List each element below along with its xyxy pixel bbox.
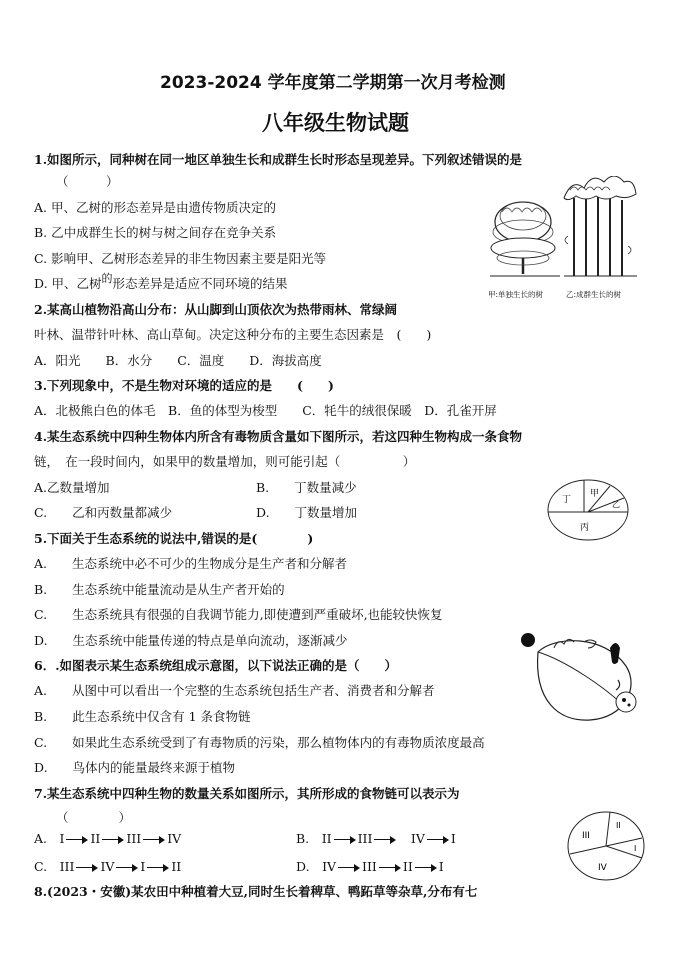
q4-stem-line1: 4.某生态系统中四种生物体内所含有毒物质含量如下图所示，若这四种生物构成一条食物: [34, 429, 523, 444]
q1-stem: 1.如图所示，同种树在同一地区单独生长和成群生长时形态呈现差异。下列叙述错误的是: [34, 152, 523, 167]
exam-subtitle: 八年级生物试题: [262, 111, 409, 135]
q6-option-b: B. 此生态系统中仅含有 1 条食物链: [34, 709, 251, 724]
q4-pie-label-bing: 丙: [580, 523, 590, 533]
q4-pie-chart: [540, 474, 636, 546]
q5-option-b: B. 生态系统中能量流动是从生产者开始的: [34, 582, 285, 597]
q7-pie-label-i: I: [634, 844, 637, 853]
q5-stem: 5.下面关于生态系统的说法中,错误的是( ): [34, 531, 314, 546]
arrow-icon: [143, 836, 165, 844]
arrow-icon: [147, 864, 169, 872]
q7-pie-label-iv: IV: [598, 863, 607, 873]
q2-stem-line2: 叶林、温带针叶林、高山草甸。决定这种分布的主要生态因素是 ( ): [34, 327, 432, 342]
q5-option-c: C. 生态系统具有很强的自我调节能力,即使遭到严重破坏,也能较快恢复: [34, 607, 443, 622]
q6-option-c: C. 如果此生态系统受到了有毒物质的污染，那么植物体内的有毒物质浓度最高: [34, 735, 485, 750]
q1-fig-label-solitary: 甲:单独生长的树: [488, 290, 544, 299]
q2-stem-line1: 2.某高山植物沿高山分布：从山脚到山顶依次为热带雨林、常绿阔: [34, 302, 398, 317]
q6-option-d: D. 鸟体内的能量最终来源于植物: [34, 760, 236, 775]
q1-fig-label-grouped: 乙:成群生长的树: [566, 290, 622, 299]
arrow-icon: [427, 836, 449, 844]
exam-title: 2023-2024 学年度第二学期第一次月考检测: [160, 73, 506, 93]
solitary-tree-illustration: [490, 202, 560, 276]
microorganism-icon: [616, 692, 636, 712]
q4-option-c: C. 乙和丙数量都减少: [34, 505, 173, 520]
q7-option-d: D. IV III II I: [296, 859, 444, 874]
q2-options: A．阳光 B．水分 C．温度 D．海拔高度: [34, 353, 322, 368]
q3-options: A．北极熊白色的体毛 B．鱼的体型为梭型 C．牦牛的绒很保暖 D．孔雀开屏: [34, 403, 497, 418]
q7-option-b: B. II III IV I: [296, 831, 456, 846]
arrow-icon: [415, 864, 437, 872]
q1-option-b: B. 乙中成群生长的树与树之间存在竞争关系: [34, 225, 277, 240]
arrow-icon: [76, 864, 98, 872]
arrow-icon: [338, 864, 360, 872]
q1-tree-figure: [482, 176, 642, 304]
arrow-icon: [102, 836, 124, 844]
q8-stem: 8.(2023・安徽)某农田中种植着大豆,同时生长着稗草、鸭跖草等杂草,分布有七: [34, 884, 478, 899]
q6-ecosystem-diagram: [514, 626, 644, 726]
q7-pie-label-iii: III: [582, 831, 590, 841]
q7-pie-chart: [564, 808, 648, 884]
q7-stem-line1: 7.某生态系统中四种生物的数量关系如图所示，其所形成的食物链可以表示为: [34, 786, 460, 801]
q4-option-b: B. 丁数量减少: [256, 480, 357, 495]
q3-stem: 3.下列现象中，不是生物对环境的适应的是 ( ): [34, 378, 334, 393]
q5-option-a: A. 生态系统中必不可少的生物成分是生产者和分解者: [34, 556, 348, 571]
q4-pie-label-jia: 甲: [590, 489, 600, 499]
sun-icon: [521, 633, 535, 647]
q7-pie-label-ii: II: [616, 821, 621, 830]
q4-option-d: D. 丁数量增加: [256, 505, 358, 520]
q7-answer-blank: （ ）: [56, 810, 132, 825]
q4-stem-line2: 链， 在一段时间内，如果甲的数量增加，则可能引起（ ）: [34, 454, 416, 469]
q4-pie-label-yi: 乙: [612, 500, 620, 509]
q1-answer-blank: （ ）: [56, 174, 119, 189]
q4-option-a: A.乙数量增加: [34, 480, 110, 495]
q7-option-c: C. III IV I II: [34, 859, 182, 874]
q4-pie-label-ding: 丁: [562, 495, 572, 505]
q6-stem: 6．.如图表示某生态系统组成示意图，以下说法正确的是（ ）: [34, 658, 398, 673]
arrow-icon: [379, 864, 401, 872]
q5-option-d: D. 生态系统中能量传递的特点是单向流动，逐渐减少: [34, 633, 348, 648]
q1-option-c: C. 影响甲、乙树形态差异的非生物因素主要是阳光等: [34, 251, 327, 266]
arrow-icon: [116, 864, 138, 872]
arrow-icon: [66, 836, 88, 844]
q7-option-a: A. I II III IV: [34, 831, 182, 846]
grouped-trees-illustration: [564, 176, 637, 276]
q6-option-a: A. 从图中可以看出一个完整的生态系统包括生产者、消费者和分解者: [34, 683, 435, 698]
arrow-icon: [334, 836, 356, 844]
q1-option-a: A. 甲、乙树的形态差异是由遗传物质决定的: [34, 200, 276, 215]
q1-option-d: D. 甲、乙树的形态差异是适应不同环境的结果: [34, 272, 288, 291]
arrow-icon: [374, 836, 396, 844]
